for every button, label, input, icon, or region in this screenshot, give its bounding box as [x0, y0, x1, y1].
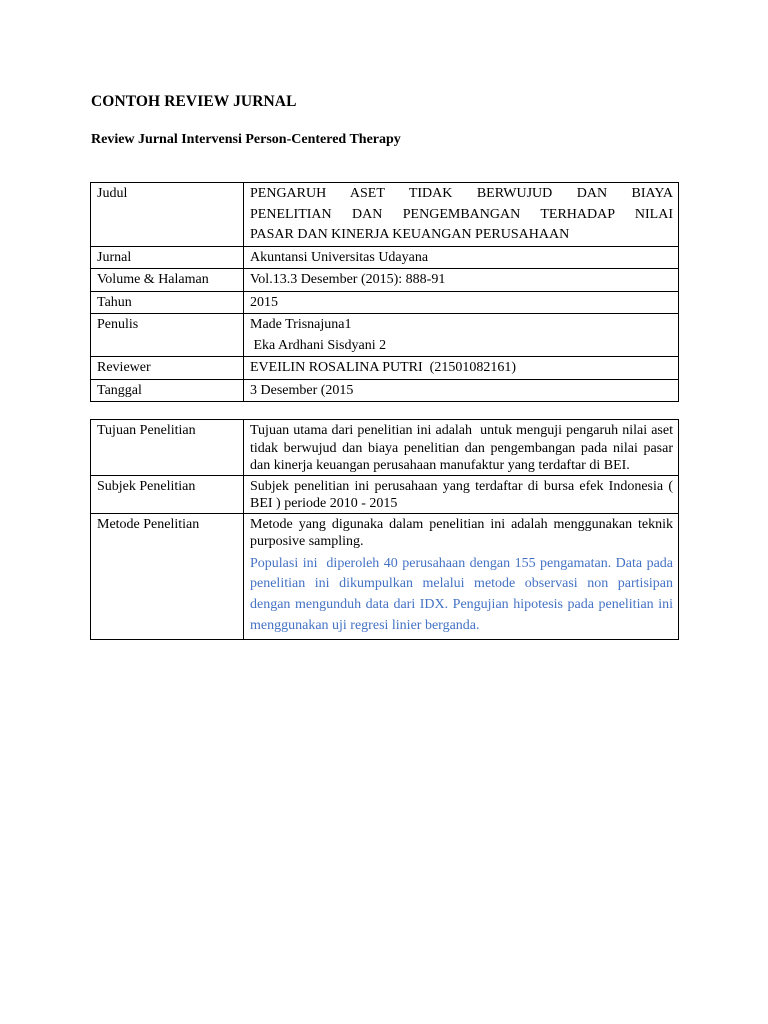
subjek-label: Subjek Penelitian — [91, 475, 244, 513]
metode-text: Metode yang digunaka dalam penelitian ini adalah menggunakan teknik purposive sampling. — [250, 516, 673, 549]
tanggal-label: Tanggal — [91, 379, 244, 402]
table-row — [91, 269, 679, 292]
judul-value — [244, 183, 679, 247]
penulis-value — [244, 314, 679, 357]
table-row — [91, 475, 679, 513]
judul-label: Judul — [91, 183, 244, 247]
penulis-2: Eka Ardhani Sisdyani 2 — [250, 337, 387, 353]
table-row — [91, 291, 679, 314]
jurnal-label: Jurnal — [91, 246, 244, 269]
tujuan-value — [244, 420, 679, 476]
tujuan-label: Tujuan Penelitian — [91, 420, 244, 476]
judul-line-3: PASAR DAN KINERJA KEUANGAN PERUSAHAAN — [250, 227, 570, 242]
volume-value: Vol.13.3 Desember (2015): 888-91 — [244, 269, 679, 292]
table-row — [91, 246, 679, 269]
reviewer-label: Reviewer — [91, 357, 244, 380]
subjek-text: Subjek penelitian ini perusahaan yang terdaftar di bursa efek Indonesia ( BEI ) periode 2010 - 2015 — [250, 478, 673, 511]
document-title: CONTOH REVIEW JURNAL — [91, 93, 297, 110]
judul-line-1: PENGARUH ASET TIDAK BERWUJUD DAN BIAYA — [250, 186, 673, 201]
volume-label: Volume & Halaman — [91, 269, 244, 292]
reviewer-value: EVEILIN ROSALINA PUTRI (21501082161) — [244, 357, 679, 380]
table-row — [91, 379, 679, 402]
table-row — [91, 357, 679, 380]
penulis-1: Made Trisnajuna1 — [250, 317, 352, 332]
tujuan-text: Tujuan utama dari penelitian ini adalah untuk menguji pengaruh nilai aset tidak berwujud dan biaya penelitian dan pengembangan pada nilai pasar dan kinerja keuangan perusahaan manufaktur yang terdaftar di BEI. — [250, 423, 677, 473]
metode-value — [244, 513, 679, 639]
penulis-label: Penulis — [91, 314, 244, 357]
jurnal-value: Akuntansi Universitas Udayana — [244, 246, 679, 269]
metode-extra-text: Populasi ini diperoleh 40 perusahaan dengan 155 pengamatan. Data pada penelitian ini dikumpulkan melalui metode observasi non partisipan dengan mengunduh data dari IDX. Pengujian hipotesis pada penelitian ini menggunakan uji regresi linier berganda. — [250, 555, 677, 633]
tahun-label: Tahun — [91, 291, 244, 314]
subjek-value — [244, 475, 679, 513]
metode-label: Metode Penelitian — [91, 513, 244, 639]
journal-info-table — [90, 182, 679, 402]
document-subtitle: Review Jurnal Intervensi Person-Centered Therapy — [91, 132, 401, 147]
tanggal-value: 3 Desember (2015 — [244, 379, 679, 402]
table-row — [91, 420, 679, 476]
research-summary-table — [90, 419, 679, 640]
table-row — [91, 183, 679, 247]
table-row — [91, 513, 679, 639]
table-row — [91, 314, 679, 357]
tahun-value: 2015 — [244, 291, 679, 314]
judul-line-2: PENELITIAN DAN PENGEMBANGAN TERHADAP NILAI — [250, 206, 673, 222]
